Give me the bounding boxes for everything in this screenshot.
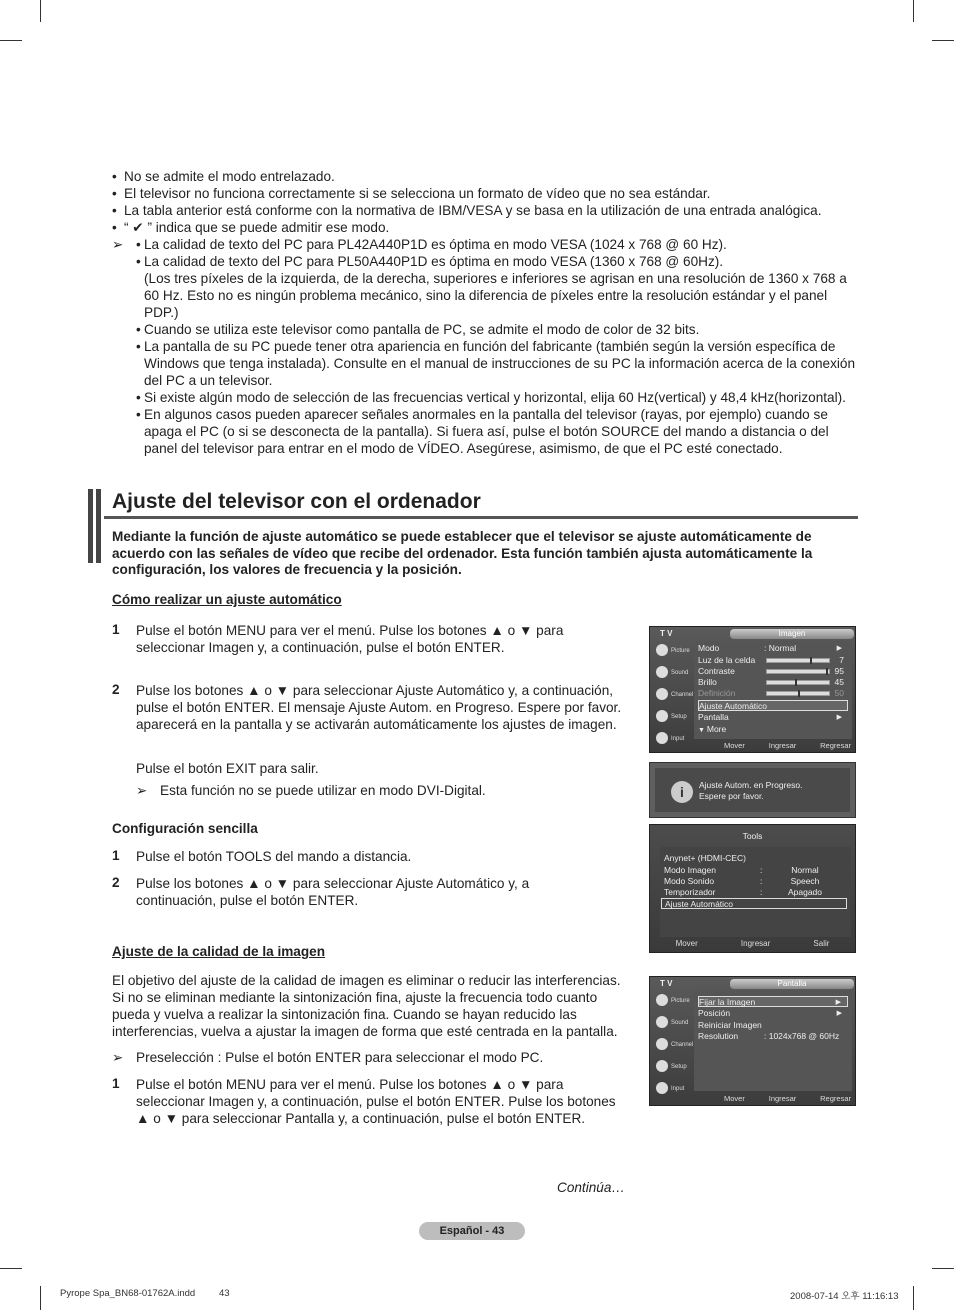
osd-imagen-menu [649, 626, 856, 753]
bullet-item: • “ ✔ ” indica que se puede admitir ese modo. [112, 220, 390, 235]
step-number: 1 [112, 622, 120, 637]
osd-row-posicion[interactable]: Posición ▶ [698, 1008, 842, 1018]
osd-header [650, 977, 855, 990]
step-number: 2 [112, 682, 120, 697]
bullet-list [112, 168, 862, 236]
osd-row-brillo[interactable]: Brillo 45 [698, 677, 844, 687]
osd-row-modo[interactable]: Modo : Normal ▶ [698, 643, 842, 653]
osd-row-contraste[interactable]: Contraste 95 [698, 666, 844, 676]
enter-hint: Ingresar [768, 741, 797, 750]
easy-step2: Pulse los botones ▲ o ▼ para seleccionar Ajuste Automático y, a continuación, pulse el botón ENTER. [136, 876, 530, 908]
bullet-item: • No se admite el modo entrelazado. [112, 169, 335, 184]
osd-tv-label: T V [660, 629, 673, 638]
timestamp: 2008-07-14 오후 11:16:13 [790, 1291, 899, 1302]
step-number: 1 [112, 1076, 120, 1091]
crop-mark [40, 0, 41, 22]
osd-row-resolution[interactable]: Resolution : 1024x768 @ 60Hz [698, 1031, 840, 1041]
bullet-item: • El televisor no funciona correctamente si se selecciona un formato de vídeo que no sea estándar. [112, 186, 711, 201]
return-hint: Regresar [820, 741, 851, 750]
osd-row-pantalla[interactable]: Pantalla ▶ [698, 712, 842, 722]
auto-step1: Pulse el botón MENU para ver el menú. Pulse los botones ▲ o ▼ para seleccionar Imagen y, a continuación, pulse el botón ENTER. [136, 623, 564, 655]
file-page: 43 [219, 1288, 230, 1299]
note-arrow-icon: ➢ [112, 237, 124, 252]
osd-tools-menu [649, 824, 856, 953]
section-title: Ajuste del televisor con el ordenador [112, 490, 481, 513]
note-item: (Los tres píxeles de la izquierda, de la derecha, superiores e inferiores se agrisan en una resolución de 1360 x 768 a 60 Hz. Esto no es ningún problema mecánico, sino la diferencia de píxeles entre la resolución estándar y el panel PDP.) [144, 271, 847, 320]
osd-row-luz[interactable]: Luz de la celda 7 [698, 655, 844, 665]
crop-mark [932, 1268, 954, 1269]
setup-icon [656, 710, 668, 722]
picture-icon [656, 994, 668, 1006]
quality-paragraph: El objetivo del ajuste de la calidad de imagen es eliminar o reducir las interferencias. Si no se eliminan mediante la sintonización fina, ajuste la frecuencia todo cuanto pueda y vuelva a realizar la sintonización fina. Cuando se hayan reducido las interferencias, vuelva a ajustar la imagen de forma que esté centrada en la pantalla. [112, 973, 621, 1039]
file-name: Pyrope Spa_BN68-01762A.indd [60, 1288, 196, 1299]
crop-mark [913, 0, 914, 22]
osd-side-input[interactable]: Input [652, 1079, 692, 1101]
osd-side-setup[interactable]: Setup [652, 707, 692, 729]
auto-note: Esta función no se puede utilizar en modo DVI-Digital. [160, 783, 486, 798]
slider[interactable] [766, 669, 830, 674]
osd-row-more[interactable]: ▼ More [698, 724, 727, 734]
osd-row-definicion: Definición 50 [698, 688, 844, 698]
osd-side-input[interactable]: Input [652, 729, 692, 751]
section-intro: Mediante la función de ajuste automático se puede establecer que el televisor se ajuste automáticamente de acuerdo con las señales de vídeo que recibe del ordenador. Esta función también ajusta automáticamente la configuración, los valores de frecuencia y la posición. [112, 529, 813, 577]
osd-panel [694, 641, 852, 739]
tools-row-anynet[interactable]: Anynet+ (HDMI-CEC) [664, 853, 746, 863]
sound-icon [656, 1016, 668, 1028]
easy-heading: Configuración sencilla [112, 821, 258, 836]
step-number: 1 [112, 848, 120, 863]
osd-side-sound[interactable]: Sound [652, 663, 692, 685]
osd-sidebar [652, 991, 692, 1101]
notes-list [112, 236, 862, 457]
osd-row-ajuste-automatico[interactable]: Ajuste Automático [698, 700, 848, 711]
tools-row-ajuste-automatico[interactable]: Ajuste Automático [661, 898, 847, 909]
tools-row-temporizador[interactable]: Temporizador : Apagado [664, 887, 823, 897]
osd-tv-label: T V [660, 979, 673, 988]
auto-step2: Pulse los botones ▲ o ▼ para seleccionar Ajuste Automático y, a continuación, pulse el botón ENTER. El mensaje Ajuste Autom. en Progreso. Espere por favor. aparecerá en la pantalla y se activarán automáticamente los ajustes de imagen. [136, 683, 622, 732]
osd-pantalla-menu [649, 976, 856, 1106]
osd-side-channel[interactable]: Channel [652, 685, 692, 707]
continued-label: Continúa… [557, 1180, 626, 1195]
crop-mark [932, 40, 954, 41]
osd-side-setup[interactable]: Setup [652, 1057, 692, 1079]
osd-progress-message [649, 762, 856, 818]
channel-icon [656, 688, 668, 700]
osd-panel [694, 991, 852, 1091]
osd-footer [694, 740, 853, 751]
bullet-item: • La tabla anterior está conforme con la normativa de IBM/VESA y se basa en la utilización de una entrada analógica. [112, 203, 822, 218]
crop-mark [913, 1286, 914, 1310]
slider [766, 691, 830, 696]
move-hint: Mover [724, 741, 745, 750]
step-number: 2 [112, 875, 120, 890]
slider[interactable] [766, 658, 830, 663]
info-icon: i [671, 781, 693, 803]
page-number-tab: Español - 43 [419, 1222, 525, 1240]
picture-icon [656, 644, 668, 656]
note-item: • La calidad de texto del PC para PL50A440P1D es óptima en modo VESA (1360 x 768 @ 60Hz). [136, 254, 724, 269]
osd-side-channel[interactable]: Channel [652, 1035, 692, 1057]
osd-tab-title: Imagen [730, 629, 854, 639]
section-bar [88, 489, 101, 563]
setup-icon [656, 1060, 668, 1072]
note-arrow-icon: ➢ [112, 1050, 124, 1065]
tools-footer: Mover Ingresar Salir [675, 939, 830, 948]
quality-heading: Ajuste de la calidad de la imagen [112, 944, 326, 959]
crop-mark [40, 1286, 41, 1310]
quality-note: Preselección : Pulse el botón ENTER para seleccionar el modo PC. [136, 1050, 544, 1065]
osd-footer: Mover Ingresar Regresar [724, 1094, 851, 1103]
osd-sidebar [652, 641, 692, 751]
osd-row-reiniciar-imagen[interactable]: Reiniciar Imagen [698, 1020, 762, 1030]
crop-mark [0, 40, 22, 41]
tools-row-modo-imagen[interactable]: Modo Imagen : Normal [664, 865, 819, 875]
note-arrow-icon: ➢ [136, 783, 148, 798]
input-icon [656, 732, 668, 744]
osd-tab-title: Pantalla [730, 979, 854, 989]
channel-icon [656, 1038, 668, 1050]
section-rule [104, 516, 858, 519]
progress-line2: Espere por favor. [699, 791, 764, 801]
quality-step1: Pulse el botón MENU para ver el menú. Pulse los botones ▲ o ▼ para seleccionar Imagen y, a continuación, pulse el botón ENTER. Pulse los botones ▲ o ▼ para seleccionar Pantalla y, a continuación, pulse el botón ENTER. [136, 1077, 616, 1126]
note-item: • Si existe algún modo de selección de las frecuencias vertical y horizontal, elija 60 Hz(vertical) y 48,4 kHz(horizontal). [136, 390, 846, 405]
auto-heading: Cómo realizar un ajuste automático [112, 592, 342, 607]
crop-mark [0, 1268, 22, 1269]
note-item: • En algunos casos pueden aparecer señales anormales en la pantalla del televisor (rayas, por ejemplo) cuando se apaga el PC (o si se desconecta de la pantalla). Si fuera así, pulse el botón SOURCE del mando a distancia o del panel del televisor para entrar en el modo de VÍDEO. Asegúrese, asimismo, de que el PC esté conectado. [136, 407, 829, 456]
auto-exit: Pulse el botón EXIT para salir. [136, 761, 319, 776]
tools-row-modo-sonido[interactable]: Modo Sonido : Speech [664, 876, 820, 886]
tools-title: Tools [742, 831, 763, 841]
input-icon [656, 1082, 668, 1094]
easy-step1: Pulse el botón TOOLS del mando a distancia. [136, 849, 412, 864]
osd-header [650, 627, 855, 640]
slider[interactable] [766, 680, 830, 685]
osd-side-picture[interactable]: Picture [652, 991, 692, 1013]
note-item: • Cuando se utiliza este televisor como pantalla de PC, se admite el modo de color de 32 bits. [136, 322, 700, 337]
osd-row-fijar-imagen[interactable]: Fijar la Imagen ▶ [698, 996, 848, 1007]
sound-icon [656, 666, 668, 678]
note-item: • La calidad de texto del PC para PL42A440P1D es óptima en modo VESA (1024 x 768 @ 60 Hz). [136, 237, 727, 252]
osd-side-sound[interactable]: Sound [652, 1013, 692, 1035]
osd-side-picture[interactable]: Picture [652, 641, 692, 663]
progress-line1: Ajuste Autom. en Progreso. [699, 780, 803, 790]
note-item: • La pantalla de su PC puede tener otra apariencia en función del fabricante (también según la versión específica de Windows que tenga instalada). Consulte en el manual de instrucciones de su PC la información acerca de la conexión del PC a un televisor. [136, 339, 856, 388]
